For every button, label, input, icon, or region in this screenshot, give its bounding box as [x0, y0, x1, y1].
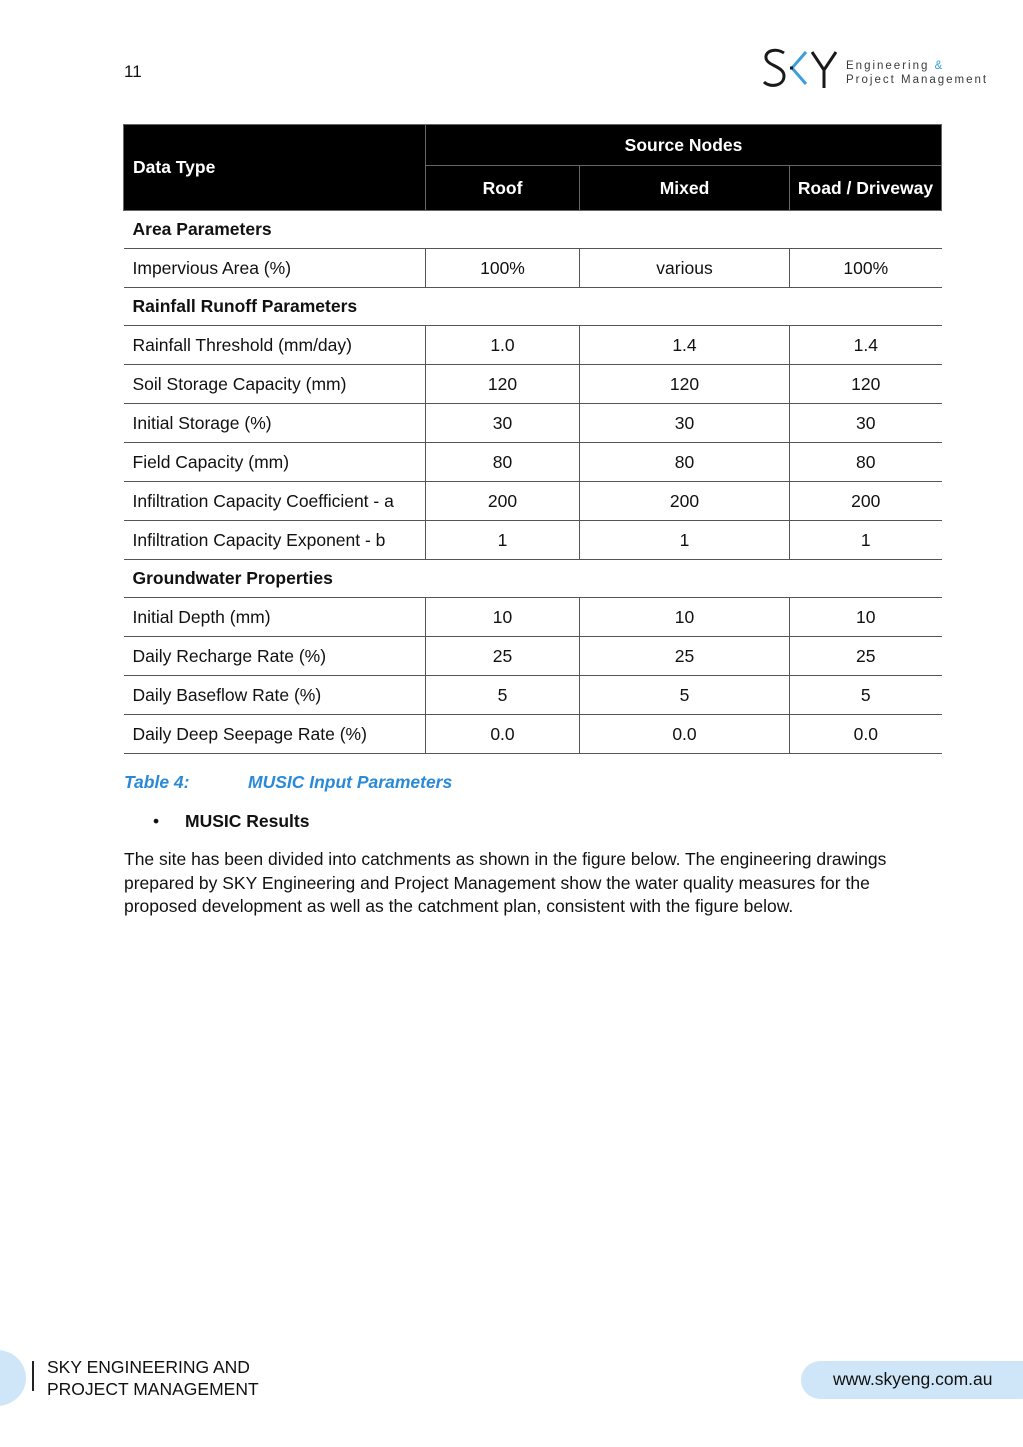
row-label: Rainfall Threshold (mm/day) — [124, 326, 426, 365]
cell-roof: 200 — [426, 482, 580, 521]
table-row — [124, 365, 942, 404]
cell-road: 80 — [790, 443, 942, 482]
sky-logo-mark — [762, 44, 842, 96]
bullet-text: MUSIC Results — [185, 811, 310, 831]
cell-mixed: 30 — [580, 404, 790, 443]
table-row — [124, 521, 942, 560]
logo-line2: Project Management — [846, 74, 989, 86]
table-row — [124, 326, 942, 365]
cell-roof: 100% — [426, 249, 580, 288]
section-title: Groundwater Properties — [124, 560, 942, 598]
row-label: Initial Storage (%) — [124, 404, 426, 443]
cell-mixed: various — [580, 249, 790, 288]
footer-company — [47, 1356, 259, 1400]
cell-mixed: 120 — [580, 365, 790, 404]
table-row — [124, 715, 942, 754]
section-title: Area Parameters — [124, 211, 942, 249]
company-logo — [762, 44, 1007, 96]
footer-company-line2: PROJECT MANAGEMENT — [47, 1379, 259, 1399]
row-label: Daily Recharge Rate (%) — [124, 637, 426, 676]
header-data-type: Data Type — [124, 125, 426, 211]
cell-roof: 120 — [426, 365, 580, 404]
cell-mixed: 10 — [580, 598, 790, 637]
cell-road: 0.0 — [790, 715, 942, 754]
cell-roof: 1.0 — [426, 326, 580, 365]
cell-road: 10 — [790, 598, 942, 637]
cell-mixed: 80 — [580, 443, 790, 482]
cell-mixed: 1 — [580, 521, 790, 560]
cell-road: 200 — [790, 482, 942, 521]
music-parameters-table — [123, 124, 942, 754]
logo-tagline — [846, 59, 988, 87]
logo-line1: Engineering — [846, 60, 930, 72]
footer-divider — [32, 1361, 34, 1391]
cell-road: 1 — [790, 521, 942, 560]
row-label: Infiltration Capacity Exponent - b — [124, 521, 426, 560]
logo-ampersand: & — [934, 60, 945, 72]
row-label: Soil Storage Capacity (mm) — [124, 365, 426, 404]
header-mixed: Mixed — [580, 166, 790, 211]
caption-number: Table 4: — [124, 772, 190, 792]
row-label: Initial Depth (mm) — [124, 598, 426, 637]
table-row — [124, 404, 942, 443]
cell-roof: 10 — [426, 598, 580, 637]
header-source-nodes: Source Nodes — [426, 125, 942, 166]
section-title: Rainfall Runoff Parameters — [124, 288, 942, 326]
table-caption — [124, 772, 452, 793]
header-roof: Roof — [426, 166, 580, 211]
caption-title: MUSIC Input Parameters — [248, 772, 453, 792]
cell-roof: 80 — [426, 443, 580, 482]
footer-circle-decoration — [0, 1350, 26, 1406]
cell-mixed: 1.4 — [580, 326, 790, 365]
cell-roof: 1 — [426, 521, 580, 560]
cell-road: 30 — [790, 404, 942, 443]
cell-road: 1.4 — [790, 326, 942, 365]
footer-company-line1: SKY ENGINEERING AND — [47, 1357, 250, 1377]
cell-mixed: 25 — [580, 637, 790, 676]
cell-road: 5 — [790, 676, 942, 715]
table-row — [124, 482, 942, 521]
row-label: Field Capacity (mm) — [124, 443, 426, 482]
row-label: Infiltration Capacity Coefficient - a — [124, 482, 426, 521]
bullet-dot-icon: • — [153, 811, 160, 831]
cell-roof: 0.0 — [426, 715, 580, 754]
row-label: Daily Baseflow Rate (%) — [124, 676, 426, 715]
row-label: Daily Deep Seepage Rate (%) — [124, 715, 426, 754]
cell-roof: 5 — [426, 676, 580, 715]
cell-road: 120 — [790, 365, 942, 404]
page-number: 11 — [124, 62, 142, 81]
cell-roof: 25 — [426, 637, 580, 676]
cell-mixed: 5 — [580, 676, 790, 715]
cell-road: 25 — [790, 637, 942, 676]
bullet-item — [153, 811, 309, 832]
table-row — [124, 676, 942, 715]
row-label: Impervious Area (%) — [124, 249, 426, 288]
header-road-driveway: Road / Driveway — [790, 166, 942, 211]
footer-website-link[interactable]: www.skyeng.com.au — [833, 1369, 993, 1389]
table-row — [124, 443, 942, 482]
cell-roof: 30 — [426, 404, 580, 443]
cell-mixed: 200 — [580, 482, 790, 521]
table-row — [124, 249, 942, 288]
cell-road: 100% — [790, 249, 942, 288]
body-paragraph: The site has been divided into catchments as shown in the figure below. The engineering drawings prepared by SKY Engineering and Project Management show the water quality measures for the proposed development as well as the catchment plan, consistent with the figure below. — [124, 849, 887, 916]
table-row — [124, 598, 942, 637]
table-row — [124, 637, 942, 676]
cell-mixed: 0.0 — [580, 715, 790, 754]
